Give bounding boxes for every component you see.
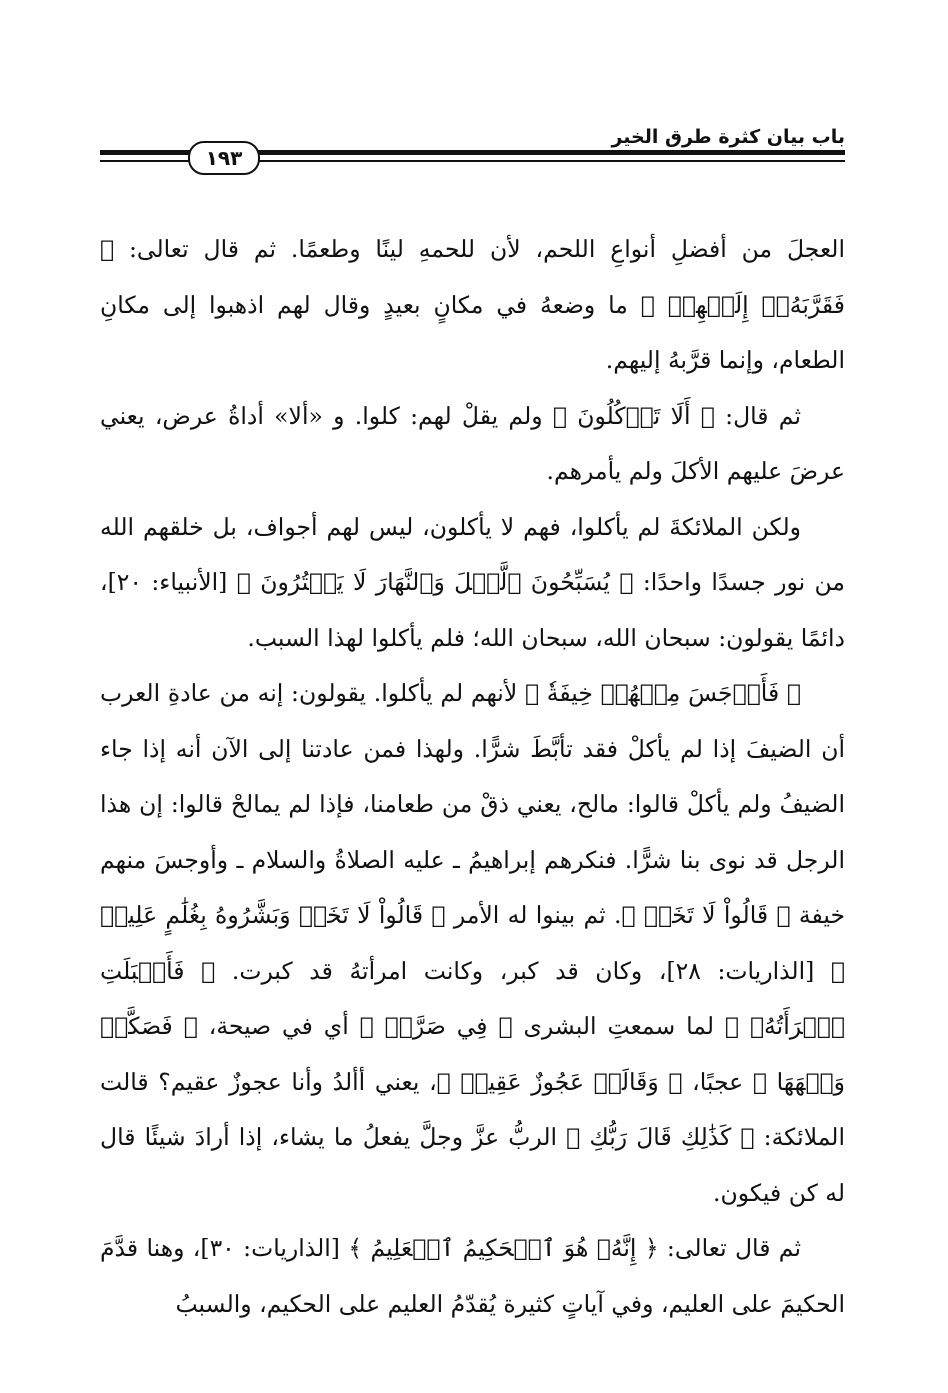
page-header — [100, 120, 845, 180]
chapter-title: باب بيان كثرة طرق الخير — [611, 126, 845, 148]
paragraph: العجلَ من أفضلِ أنواعِ اللحم، لأن للحمهِ لينًا وطعمًا. ثم قال تعالى: ﴿ فَقَرَّبَهُۥٓ إِلَيۡهِمۡ ﴾ ما وضعهُ في مكانٍ بعيدٍ وقال لهم اذهبوا إلى مكانِ الطعام، وإنما قرَّبهُ إليهم. — [100, 235, 845, 374]
paragraph: ولكن الملائكةَ لم يأكلوا، فهم لا يأكلون، ليس لهم أجواف، بل خلقهم الله من نور جسدًا واحدًا: ﴿ يُسَبِّحُونَ ٱلَّيۡلَ وَٱلنَّهَارَ لَا يَفۡتُرُونَ ﴾ [الأنبياء: ٢٠]، دائمًا يقولون: سبحان الله، سبحان الله؛ فلم يأكلوا لهذا السبب. — [100, 512, 845, 652]
paragraph: ﴿ فَأَوۡجَسَ مِنۡهُمۡ خِيفَةٗ ﴾ لأنهم لم يأكلوا. يقولون: إنه من عادةِ العرب أن الضيفَ إذا لم يأكلْ فقد تأبَّطَ شرًّا. ولهذا فمن عادتنا إلى الآن أنه إذا جاء الضيفُ ولم يأكلْ قالوا: مالح، يعني ذقْ من طعامنا، فإذا لم يمالحْ قالوا: إن هذا الرجل قد نوى بنا شرًّا. فنكرهم إبراهيمُ ـ عليه الصلاةُ والسلام ـ وأوجسَ منهم خيفة ﴿ قَالُواْ لَا تَخَفۡ ﴾. ثم بينوا له الأمر ﴿ قَالُواْ لَا تَخَفۡ وَبَشَّرُوهُ بِغُلَٰمٍ عَلِيمٖ ﴾ [الذاريات: ٢٨]، وكان قد كبر، وكانت امرأتهُ قد كبرت. ﴿ فَأَقۡبَلَتِ ٱمۡرَأَتُهُۥ ﴾ لما سمعتِ البشرى ﴿ فِي صَرَّةٖ ﴾ أي في صيحة، ﴿ فَصَكَّتۡ وَجۡهَهَا ﴾ عجبًا، ﴿ وَقَالَتۡ عَجُوزٌ عَقِيمٞ ﴾، يعني أألدُ وأنا عجوزٌ عقيم؟ قالت الملائكة: ﴿ كَذَٰلِكِ قَالَ رَبُّكِ ﴾ الربُّ عزَّ وجلَّ يفعلُ ما يشاء، إذا أرادَ شيئًا قال له كن فيكون. — [100, 679, 845, 1207]
page-body — [100, 222, 845, 1332]
paragraph: ثم قال تعالى: ﴿ إِنَّهُۥ هُوَ ٱلۡحَكِيمُ ٱلۡعَلِيمُ ﴾ [الذاريات: ٣٠]، وهنا قدَّمَ الحكيمَ على العليم، وفي آياتٍ كثيرة يُقدّمُ العليم على الحكيم، والسببُ — [100, 1234, 845, 1318]
page-number: ١٩٣ — [188, 141, 260, 175]
paragraph: ثم قال: ﴿ أَلَا تَأۡكُلُونَ ﴾ ولم يقلْ لهم: كلوا. و «ألا» أداةُ عرض، يعني عرضَ عليهم الأكلَ ولم يأمرهم. — [100, 401, 845, 485]
